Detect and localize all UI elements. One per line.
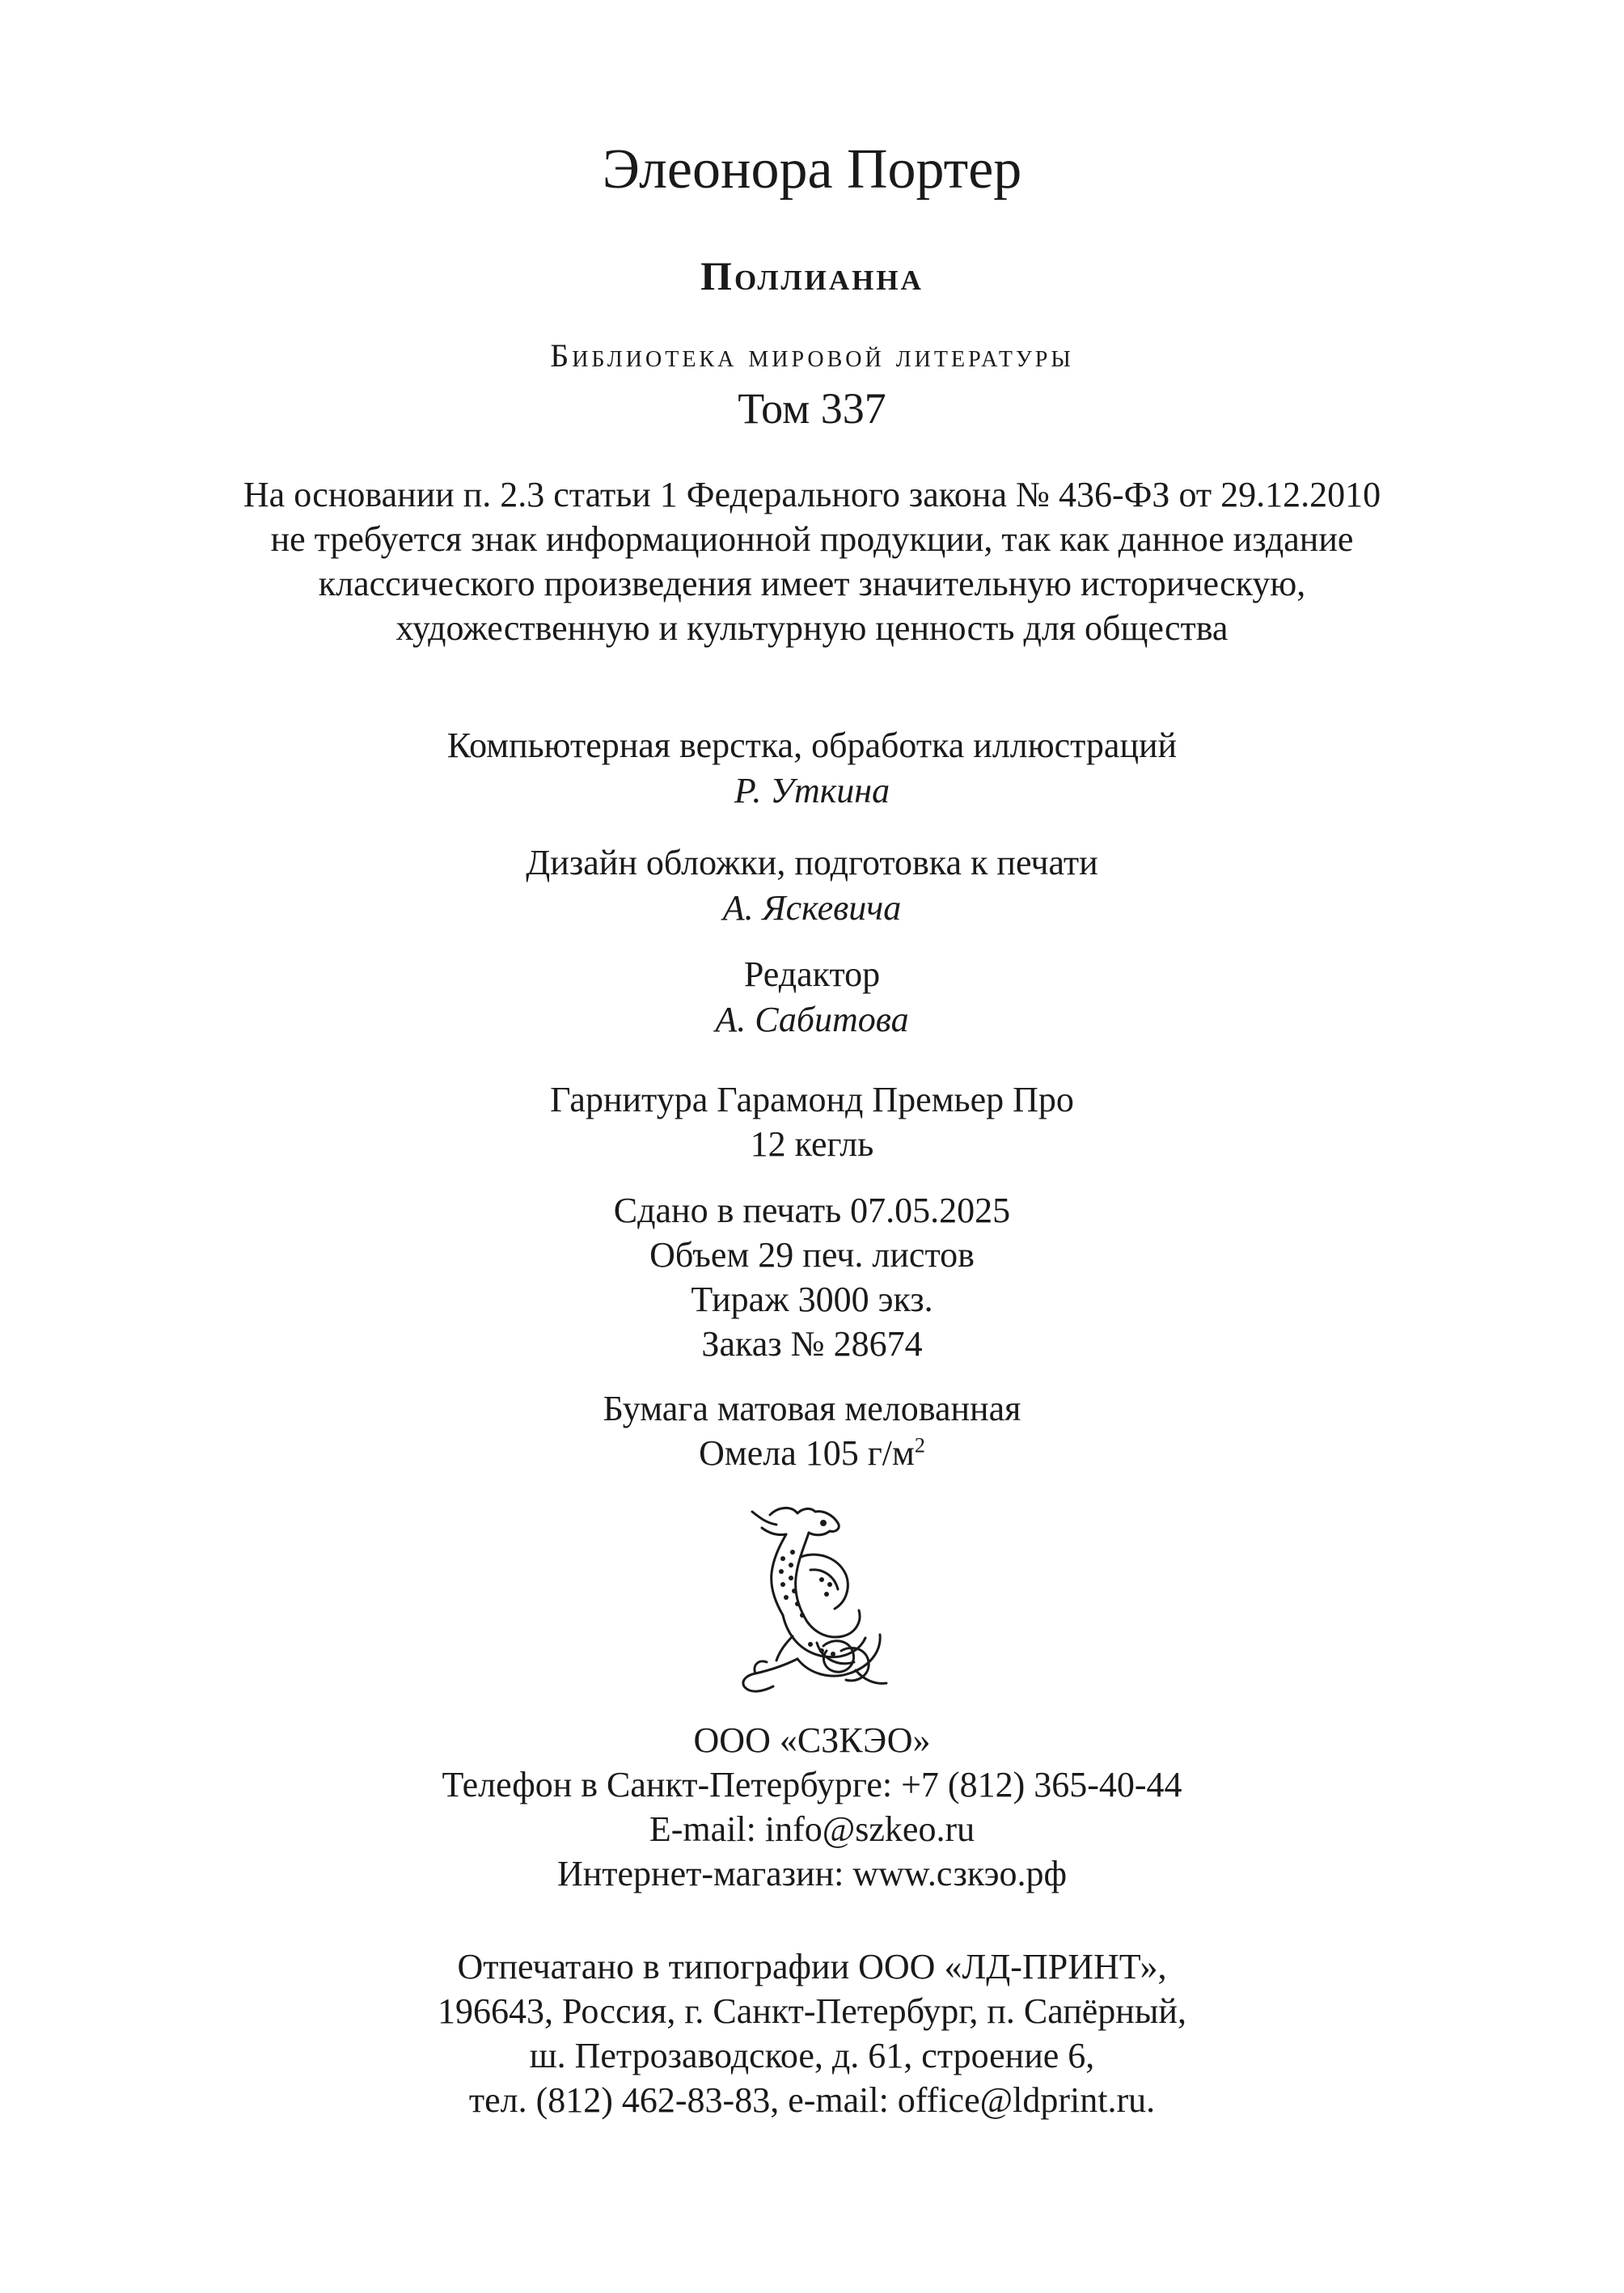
spec-typeface: Гарнитура Гарамонд Премьер Про (550, 1080, 1074, 1119)
credit-cover-role: Дизайн обложки, подготовка к печати (526, 843, 1098, 882)
spec-paper-unit-superscript: 2 (914, 1433, 925, 1457)
spec-paper-brand-text: Омела 105 г/м (699, 1433, 915, 1473)
legal-notice-line: художественную и культурную ценность для общества (395, 608, 1229, 648)
spec-paper: Бумага матовая мелованная (603, 1389, 1021, 1428)
book-volume: Том 337 (738, 384, 886, 433)
spec-font-size: 12 кегль (750, 1124, 874, 1164)
publisher-name: ООО «СЗКЭО» (693, 1720, 931, 1760)
book-author: Элеонора Портер (602, 138, 1022, 201)
credit-editor-name: А. Сабитова (715, 1000, 909, 1039)
spec-volume: Объем 29 печ. листов (649, 1235, 975, 1275)
credit-layout-name: Р. Уткина (734, 771, 890, 810)
publisher-shop: Интернет-магазин: www.сзкэо.рф (556, 1854, 1068, 1893)
book-title: Поллианна (700, 253, 924, 298)
legal-notice-line: На основании п. 2.3 статьи 1 Федерального закона № 436-ФЗ от 29.12.2010 (243, 475, 1381, 514)
spec-signed-date: Сдано в печать 07.05.2025 (613, 1191, 1011, 1230)
printer-line: 196643, Россия, г. Санкт-Петербург, п. Сапёрный, (438, 1991, 1186, 2031)
publisher-phone: Телефон в Санкт-Петербурге: +7 (812) 365-40-44 (442, 1765, 1182, 1804)
book-series: Библиотека мировой литературы (550, 337, 1074, 374)
legal-notice-line: не требуется знак информационной продукции, так как данное издание (270, 519, 1354, 559)
spec-order-number: Заказ № 28674 (701, 1324, 923, 1364)
spec-print-run: Тираж 3000 экз. (691, 1280, 933, 1319)
credit-cover-name: А. Яскевича (722, 888, 902, 928)
dragon-emblem-icon (720, 1500, 914, 1703)
printer-line: ш. Петрозаводское, д. 61, строение 6, (529, 2036, 1095, 2075)
credit-layout-role: Компьютерная верстка, обработка иллюстраций (446, 726, 1178, 765)
publisher-email: E-mail: info@szkeo.ru (649, 1809, 975, 1849)
printer-line: тел. (812) 462-83-83, e-mail: office@ldprint.ru. (468, 2080, 1156, 2120)
credit-editor-role: Редактор (743, 954, 881, 994)
printer-line: Отпечатано в типографии ООО «ЛД-ПРИНТ», (457, 1947, 1167, 1986)
spec-paper-brand (0, 1433, 1624, 1473)
legal-notice-line: классического произведения имеет значительную историческую, (318, 564, 1306, 603)
